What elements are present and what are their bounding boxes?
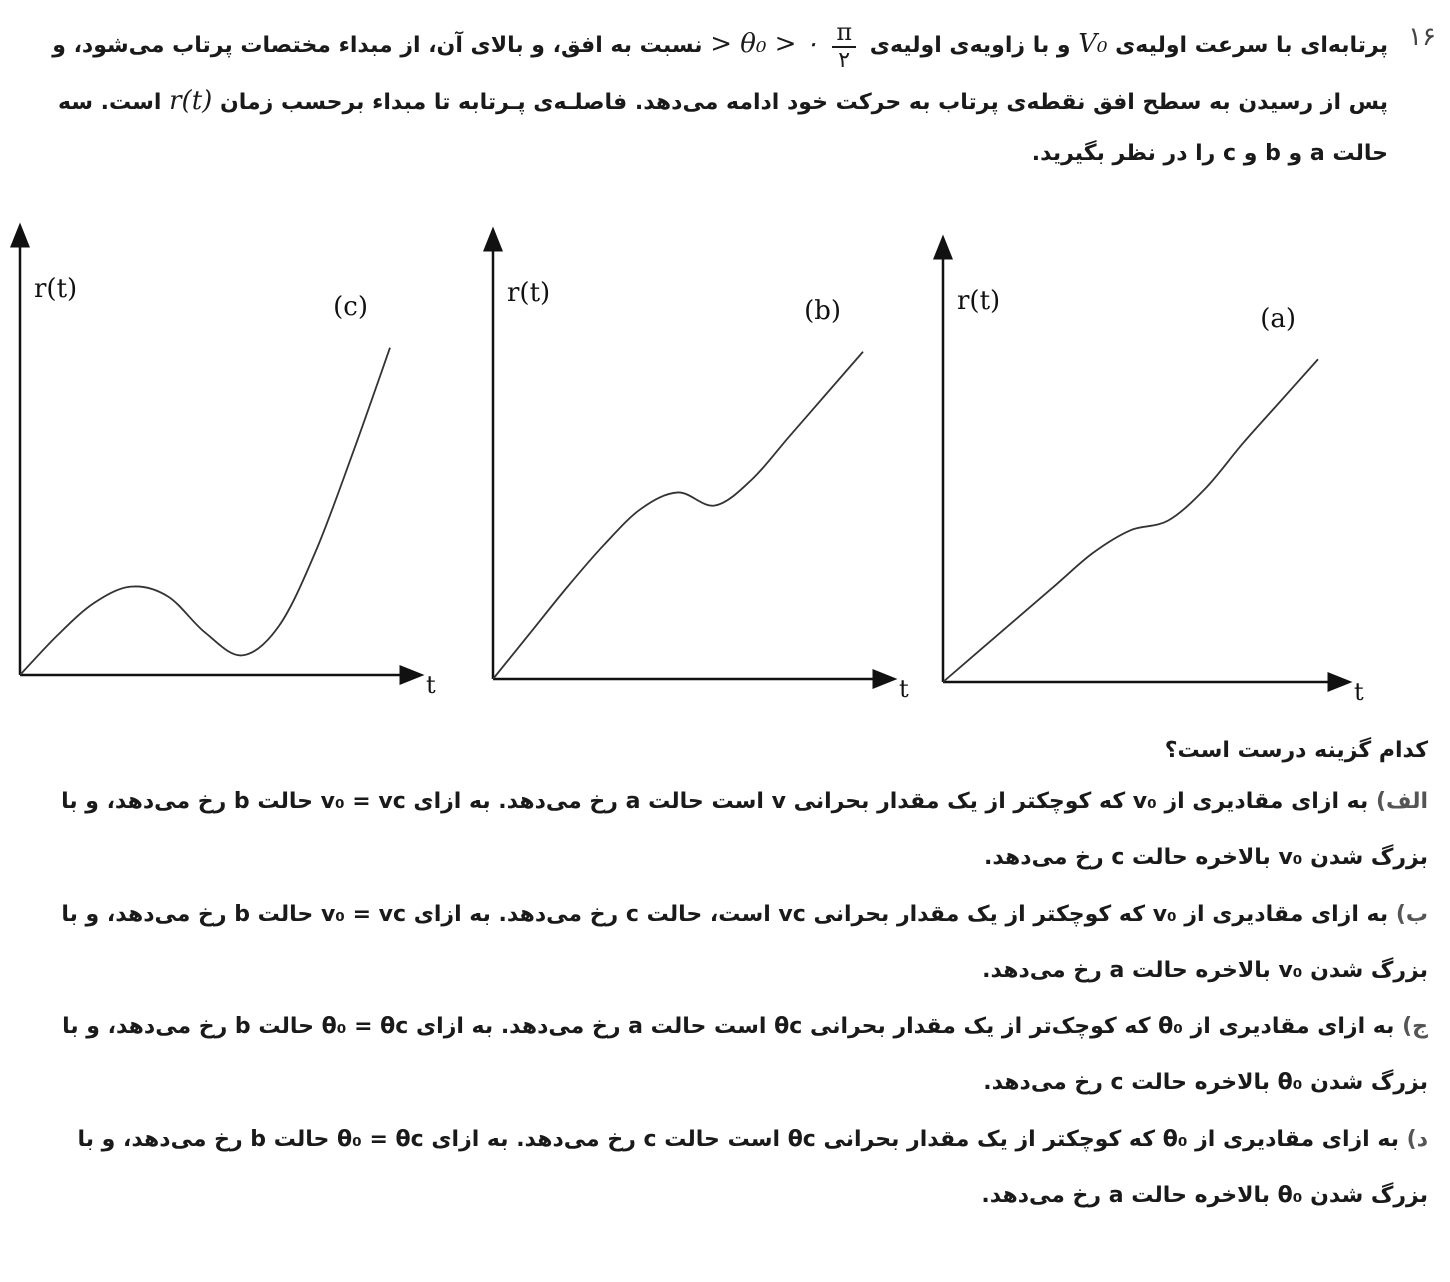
option-text: به ازای مقادیری از θ₀ که کوچکتر از یک مقدار بحرانی θc است حالت c رخ می‌دهد. به ازای θ₀ = θc حالت b رخ می‌دهد، و با <box>77 1127 1399 1152</box>
x-axis-label: t <box>899 675 909 703</box>
series-line <box>20 348 390 675</box>
series-line <box>493 352 863 679</box>
option-text: به ازای مقادیری از v₀ که کوچکتر از یک مقدار بحرانی v است حالت a رخ می‌دهد. به ازای v₀ = vc حالت b رخ می‌دهد، و با <box>61 789 1369 814</box>
option-dal-line-1[interactable] <box>8 1127 1428 1153</box>
question-line-2-b: است. سه <box>57 90 162 115</box>
chart-b <box>493 239 909 703</box>
option-text: به ازای مقادیری از θ₀ که کوچک‌تر از یک مقدار بحرانی θc است حالت a رخ می‌دهد. به ازای θ₀ = θc حالت b رخ می‌دهد، و با <box>62 1014 1395 1039</box>
chart-c <box>20 235 436 699</box>
option-text: به ازای مقادیری از v₀ که کوچکتر از یک مقدار بحرانی vc است، حالت c رخ می‌دهد. به ازای v₀ = vc حالت b رخ می‌دهد، و با <box>61 902 1389 927</box>
option-letter: د) <box>1406 1127 1428 1152</box>
v0-symbol: V₀ <box>1078 29 1108 59</box>
chart-title: (a) <box>1260 304 1296 334</box>
option-letter: ب) <box>1395 902 1428 927</box>
r-of-t: r(t) <box>169 86 213 116</box>
y-axis-label: r(t) <box>34 274 78 304</box>
inequality: > θ₀ > ۰ <box>710 29 819 59</box>
x-axis-label: t <box>426 671 436 699</box>
question-line-1-a: پرتابه‌ای با سرعت اولیه‌ی <box>1115 33 1388 58</box>
question-line-2-a: پس از رسیدن به سطح افق نقطه‌ی پرتاب به حرکت خود ادامه می‌دهد. فاصلـه‌ی پـرتابه تا مبداء برحسب زمان <box>219 90 1388 115</box>
two-symbol: ۲ <box>838 48 851 73</box>
y-axis-label: r(t) <box>957 286 1001 316</box>
option-letter: الف) <box>1375 789 1428 814</box>
question-line-1-c: نسبت به افق، و بالای آن، از مبداء مختصات پرتاب می‌شود، و <box>52 33 703 58</box>
question-line-3: حالت a و b و c را در نظر بگیرید. <box>1031 141 1388 166</box>
option-alef-line-2: بزرگ شدن v₀ بالاخره حالت c رخ می‌دهد. <box>983 845 1428 870</box>
option-be-line-2: بزرگ شدن v₀ بالاخره حالت a رخ می‌دهد. <box>982 958 1428 983</box>
option-be-line-1[interactable] <box>8 902 1428 928</box>
option-alef-line-1[interactable] <box>8 789 1428 815</box>
option-letter: ج) <box>1402 1014 1428 1039</box>
chart-title: (b) <box>804 296 841 326</box>
pi-symbol: π <box>832 20 856 48</box>
chart-title: (c) <box>333 292 368 322</box>
option-jim-line-2: بزرگ شدن θ₀ بالاخره حالت c رخ می‌دهد. <box>983 1070 1428 1095</box>
question-line-1-b: و با زاویه‌ی اولیه‌ی <box>869 33 1071 58</box>
x-axis-label: t <box>1354 678 1364 706</box>
y-axis-label: r(t) <box>507 278 551 308</box>
option-dal-line-2: بزرگ شدن θ₀ بالاخره حالت a رخ می‌دهد. <box>981 1183 1428 1208</box>
chart-a <box>943 247 1364 706</box>
series-line <box>943 359 1318 682</box>
question-number: ۱۶ <box>1408 22 1436 52</box>
option-jim-line-1[interactable] <box>8 1014 1428 1040</box>
question-prompt: کدام گزینه درست است؟ <box>1164 738 1428 763</box>
